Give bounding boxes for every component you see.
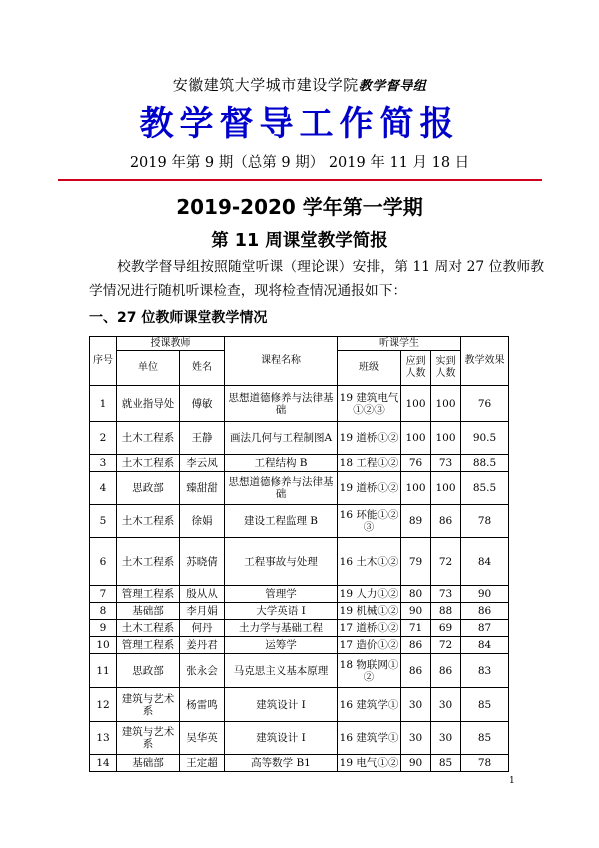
- table-row: [90, 538, 509, 586]
- cell-no: 11: [90, 654, 117, 688]
- cell-no: 7: [90, 586, 117, 603]
- cell-actual: 100: [431, 386, 461, 422]
- table-row: [90, 586, 509, 603]
- table-row: [90, 422, 509, 455]
- cell-class: 16 环能①②③: [338, 505, 401, 538]
- cell-actual: 72: [431, 538, 461, 586]
- cell-expected: 100: [401, 422, 431, 455]
- cell-no: 5: [90, 505, 117, 538]
- cell-class: 19 道桥①②: [338, 422, 401, 455]
- cell-effect: 84: [461, 538, 509, 586]
- cell-course: 高等数学 B1: [225, 755, 338, 772]
- cell-class: 17 造价①②: [338, 637, 401, 654]
- cell-expected: 86: [401, 654, 431, 688]
- teaching-table: [89, 336, 509, 772]
- cell-unit: 建筑与艺术系: [117, 722, 180, 755]
- cell-unit: 基础部: [117, 603, 180, 620]
- cell-effect: 78: [461, 755, 509, 772]
- cell-name: 李月娟: [180, 603, 225, 620]
- cell-no: 8: [90, 603, 117, 620]
- header-actual: 实到人数: [431, 351, 461, 386]
- cell-name: 何丹: [180, 620, 225, 637]
- cell-unit: 土木工程系: [117, 620, 180, 637]
- cell-course: 管理学: [225, 586, 338, 603]
- table-row: [90, 505, 509, 538]
- cell-name: 苏晓倩: [180, 538, 225, 586]
- cell-class: 16 建筑学①: [338, 722, 401, 755]
- cell-class: 18 工程①②: [338, 455, 401, 472]
- table-row: [90, 472, 509, 505]
- cell-class: 19 电气①②: [338, 755, 401, 772]
- org-dept: 教学督导组: [358, 79, 427, 94]
- cell-expected: 89: [401, 505, 431, 538]
- cell-name: 臻甜甜: [180, 472, 225, 505]
- table-body: [90, 386, 509, 772]
- cell-name: 殷从从: [180, 586, 225, 603]
- cell-effect: 86: [461, 603, 509, 620]
- cell-class: 16 土木①②: [338, 538, 401, 586]
- bulletin-title: 教学督导工作简报: [139, 104, 460, 144]
- week-title: 第 11 周课堂教学简报: [211, 231, 388, 251]
- cell-effect: 90: [461, 586, 509, 603]
- cell-no: 14: [90, 755, 117, 772]
- cell-expected: 76: [401, 455, 431, 472]
- cell-unit: 土木工程系: [117, 538, 180, 586]
- cell-effect: 83: [461, 654, 509, 688]
- cell-effect: 87: [461, 620, 509, 637]
- cell-unit: 管理工程系: [117, 586, 180, 603]
- table-row: [90, 637, 509, 654]
- cell-name: 徐娟: [180, 505, 225, 538]
- cell-course: 思想道德修养与法律基础: [225, 386, 338, 422]
- table-row: [90, 620, 509, 637]
- cell-no: 3: [90, 455, 117, 472]
- cell-expected: 71: [401, 620, 431, 637]
- table-row: [90, 455, 509, 472]
- cell-course: 大学英语 I: [225, 603, 338, 620]
- cell-expected: 80: [401, 586, 431, 603]
- cell-no: 2: [90, 422, 117, 455]
- cell-actual: 72: [431, 637, 461, 654]
- cell-course: 建设工程监理 B: [225, 505, 338, 538]
- cell-unit: 土木工程系: [117, 422, 180, 455]
- cell-actual: 30: [431, 688, 461, 722]
- cell-effect: 85.5: [461, 472, 509, 505]
- cell-class: 19 人力①②: [338, 586, 401, 603]
- cell-expected: 30: [401, 688, 431, 722]
- cell-course: 运筹学: [225, 637, 338, 654]
- org-name: 安徽建筑大学城市建设学院: [172, 76, 359, 94]
- header-name: 姓名: [180, 351, 225, 386]
- table-row: [90, 722, 509, 755]
- cell-unit: 土木工程系: [117, 455, 180, 472]
- cell-class: 19 机械①②: [338, 603, 401, 620]
- cell-effect: 88.5: [461, 455, 509, 472]
- cell-unit: 基础部: [117, 755, 180, 772]
- cell-effect: 85: [461, 688, 509, 722]
- cell-course: 工程事故与处理: [225, 538, 338, 586]
- header-unit: 单位: [117, 351, 180, 386]
- intro-paragraph: 校教学督导组按照随堂听课（理论课）安排，第 11 周对 27 位教师教学情况进行随机听课检查，现将检查情况通报如下：: [89, 259, 544, 299]
- cell-actual: 69: [431, 620, 461, 637]
- header-no: 序号: [90, 337, 117, 386]
- cell-no: 12: [90, 688, 117, 722]
- semester-heading: 2019-2020 学年第一学期: [176, 195, 423, 219]
- cell-class: 16 建筑学①: [338, 688, 401, 722]
- cell-actual: 86: [431, 505, 461, 538]
- cell-unit: 思政部: [117, 654, 180, 688]
- cell-effect: 78: [461, 505, 509, 538]
- cell-course: 工程结构 B: [225, 455, 338, 472]
- cell-actual: 85: [431, 755, 461, 772]
- cell-class: 19 建筑电气①②③: [338, 386, 401, 422]
- table-row: [90, 755, 509, 772]
- cell-class: 17 道桥①②: [338, 620, 401, 637]
- cell-course: 建筑设计 I: [225, 688, 338, 722]
- header-teacher-group: 授课教师: [117, 337, 225, 351]
- cell-expected: 79: [401, 538, 431, 586]
- table-row: [90, 603, 509, 620]
- cell-no: 10: [90, 637, 117, 654]
- cell-course: 思想道德修养与法律基础: [225, 472, 338, 505]
- cell-effect: 90.5: [461, 422, 509, 455]
- cell-unit: 建筑与艺术系: [117, 688, 180, 722]
- cell-name: 傅敏: [180, 386, 225, 422]
- org-line: [0, 74, 599, 95]
- cell-actual: 30: [431, 722, 461, 755]
- cell-no: 1: [90, 386, 117, 422]
- table-row: [90, 654, 509, 688]
- cell-expected: 30: [401, 722, 431, 755]
- cell-course: 建筑设计 I: [225, 722, 338, 755]
- cell-actual: 100: [431, 422, 461, 455]
- cell-actual: 73: [431, 586, 461, 603]
- cell-name: 王静: [180, 422, 225, 455]
- cell-actual: 88: [431, 603, 461, 620]
- cell-expected: 100: [401, 386, 431, 422]
- header-class: 班级: [338, 351, 401, 386]
- page-number: 1: [509, 776, 515, 786]
- cell-effect: 84: [461, 637, 509, 654]
- header-students-group: 听课学生: [338, 337, 461, 351]
- cell-course: 马克思主义基本原理: [225, 654, 338, 688]
- cell-expected: 90: [401, 755, 431, 772]
- header-course: 课程名称: [225, 337, 338, 386]
- table-row: [90, 386, 509, 422]
- cell-no: 13: [90, 722, 117, 755]
- header-expected: 应到人数: [401, 351, 431, 386]
- issue-line: 2019 年第 9 期（总第 9 期） 2019 年 11 月 18 日: [129, 155, 470, 171]
- cell-actual: 73: [431, 455, 461, 472]
- cell-name: 王定超: [180, 755, 225, 772]
- cell-name: 张永会: [180, 654, 225, 688]
- cell-no: 6: [90, 538, 117, 586]
- cell-course: 画法几何与工程制图A: [225, 422, 338, 455]
- cell-expected: 86: [401, 637, 431, 654]
- cell-expected: 100: [401, 472, 431, 505]
- table-row: [90, 688, 509, 722]
- cell-actual: 100: [431, 472, 461, 505]
- cell-no: 9: [90, 620, 117, 637]
- header-effect: 教学效果: [461, 337, 509, 386]
- cell-name: 吴华英: [180, 722, 225, 755]
- cell-unit: 思政部: [117, 472, 180, 505]
- cell-name: 姜丹君: [180, 637, 225, 654]
- cell-actual: 86: [431, 654, 461, 688]
- cell-class: 18 物联网①②: [338, 654, 401, 688]
- cell-course: 土力学与基础工程: [225, 620, 338, 637]
- cell-name: 杨雷鸣: [180, 688, 225, 722]
- red-divider: [58, 179, 542, 181]
- cell-name: 李云凤: [180, 455, 225, 472]
- cell-expected: 90: [401, 603, 431, 620]
- cell-unit: 管理工程系: [117, 637, 180, 654]
- cell-no: 4: [90, 472, 117, 505]
- cell-effect: 85: [461, 722, 509, 755]
- section-heading: 一、27 位教师课堂教学情况: [89, 310, 268, 326]
- cell-class: 19 道桥①②: [338, 472, 401, 505]
- cell-unit: 就业指导处: [117, 386, 180, 422]
- cell-effect: 76: [461, 386, 509, 422]
- cell-unit: 土木工程系: [117, 505, 180, 538]
